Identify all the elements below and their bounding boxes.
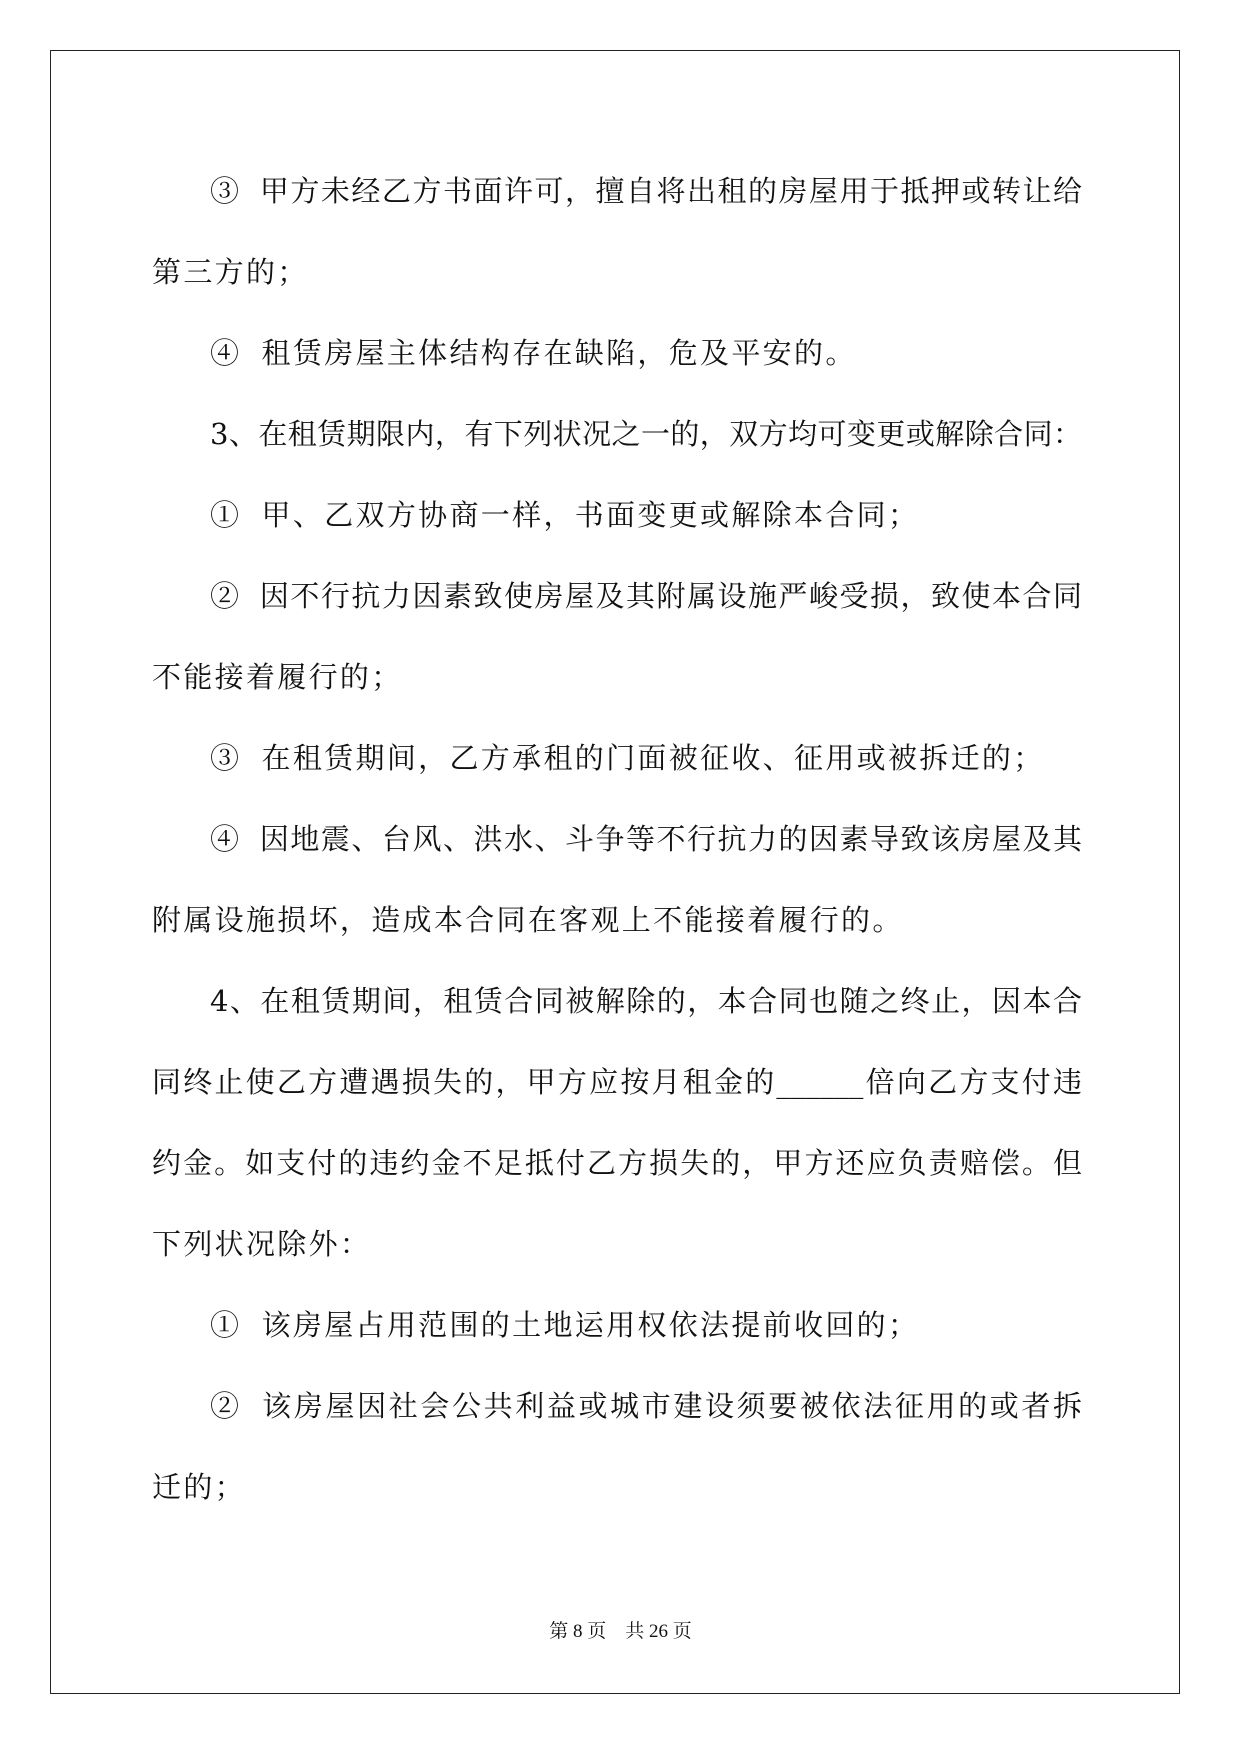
paragraph-line: 约金。如支付的违约金不足抵付乙方损失的，甲方还应负责赔偿。但 (152, 1146, 1082, 1180)
paragraph-line: 第三方的； (152, 255, 309, 289)
paragraph-line: 同终止使乙方遭遇损失的，甲方应按月租金的______倍向乙方支付违 (152, 1065, 1082, 1099)
paragraph-line: 下列状况除外： (152, 1227, 372, 1261)
paragraph-line: 附属设施损坏，造成本合同在客观上不能接着履行的。 (152, 903, 904, 937)
paragraph-line: ② 该房屋因社会公共利益或城市建设须要被依法征用的或者拆 (210, 1389, 1082, 1423)
paragraph-line: ④ 租赁房屋主体结构存在缺陷，危及平安的。 (210, 336, 857, 370)
paragraph-line: ④ 因地震、台风、洪水、斗争等不行抗力的因素导致该房屋及其 (210, 822, 1082, 856)
paragraph-line: ① 甲、乙双方协商一样，书面变更或解除本合同； (210, 498, 920, 532)
page-number: 第 8 页 共 26 页 (549, 1621, 692, 1642)
paragraph-line: 4、在租赁期间，租赁合同被解除的，本合同也随之终止，因本合 (210, 984, 1082, 1018)
paragraph-line: ② 因不行抗力因素致使房屋及其附属设施严峻受损，致使本合同 (210, 579, 1082, 613)
paragraph-line: 迁的； (152, 1470, 246, 1504)
paragraph-line: ③ 在租赁期间，乙方承租的门面被征收、征用或被拆迁的； (210, 741, 1045, 775)
paragraph-line: ① 该房屋占用范围的土地运用权依法提前收回的； (210, 1308, 920, 1342)
paragraph-line: 不能接着履行的； (152, 660, 403, 694)
document-body (152, 163, 1082, 1540)
paragraph-line: ③ 甲方未经乙方书面许可，擅自将出租的房屋用于抵押或转让给 (210, 174, 1082, 208)
paragraph-line: 3、在租赁期限内，有下列状况之一的，双方均可变更或解除合同： (210, 417, 1082, 451)
